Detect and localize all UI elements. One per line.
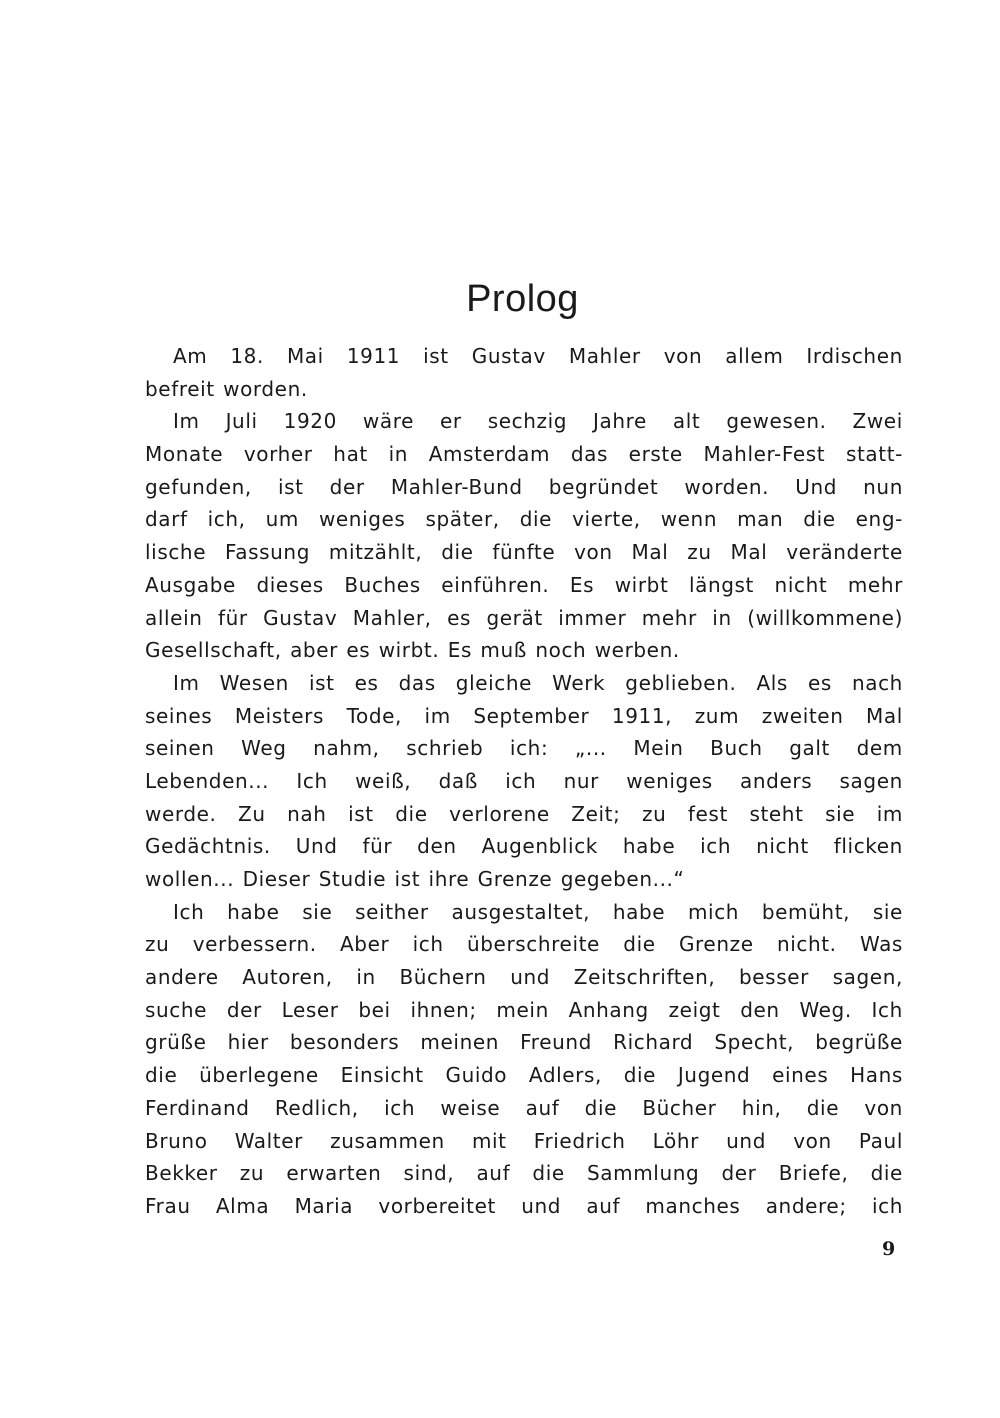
- word: Dieser: [242, 867, 311, 891]
- word: seinen: [145, 736, 215, 761]
- word: Paul: [858, 1128, 903, 1153]
- body-text: [145, 340, 903, 1223]
- word: Friedrich: [533, 1128, 626, 1153]
- word: Mai: [286, 344, 324, 368]
- word: darf: [145, 507, 188, 532]
- word: in: [712, 605, 732, 630]
- word: ist: [423, 344, 449, 368]
- text-line: [145, 569, 903, 602]
- word: 1911,: [611, 703, 673, 728]
- word: ich: [412, 932, 444, 957]
- word: habe: [622, 834, 676, 859]
- word: andere;: [765, 1193, 847, 1218]
- word: auf: [586, 1193, 621, 1218]
- word: seither: [355, 899, 429, 924]
- word: Als: [756, 670, 788, 695]
- word: zusammen: [330, 1128, 445, 1153]
- word: von: [663, 344, 703, 368]
- word: wäre: [362, 409, 415, 434]
- text-line: [145, 405, 903, 438]
- word: Frau: [145, 1193, 191, 1218]
- word: ich: [700, 834, 732, 859]
- word: besser: [738, 965, 809, 990]
- word: Löhr: [652, 1128, 699, 1153]
- word: Mahler,: [352, 605, 432, 630]
- word: Es: [569, 572, 595, 597]
- word: meinen: [420, 1030, 500, 1055]
- text-line: [145, 830, 903, 863]
- word: weniges: [626, 768, 713, 793]
- word: nach: [851, 670, 903, 695]
- word: Amsterdam: [428, 442, 551, 467]
- word: Buch: [710, 736, 763, 761]
- word: befreit: [145, 376, 215, 401]
- word: ihnen;: [410, 997, 477, 1022]
- word: sie: [825, 801, 856, 826]
- word: suche: [145, 997, 208, 1022]
- word: fünfte: [492, 540, 556, 565]
- page-title: Prolog: [466, 278, 579, 320]
- word: in: [356, 965, 376, 990]
- word: alt: [672, 409, 701, 434]
- word: Und: [795, 474, 838, 499]
- word: nicht.: [776, 932, 837, 957]
- word: Walter: [234, 1128, 303, 1153]
- word: es: [346, 638, 371, 663]
- word: Einsicht: [340, 1063, 424, 1088]
- word: Es: [447, 638, 472, 663]
- page-number: 9: [882, 1238, 896, 1260]
- text-line: [145, 765, 903, 798]
- word: galt: [789, 736, 830, 761]
- word: noch: [535, 638, 587, 663]
- word: den: [417, 834, 457, 859]
- word: Anhang: [568, 997, 649, 1022]
- word: nicht: [774, 572, 828, 597]
- word: bei: [358, 997, 391, 1022]
- word: hat: [333, 442, 368, 467]
- word: allein: [145, 605, 203, 630]
- word: Am: [173, 344, 208, 368]
- word: Ich: [173, 899, 205, 924]
- text-line: [145, 1026, 903, 1059]
- word: die: [803, 507, 836, 532]
- word: für: [217, 605, 248, 630]
- word: sind,: [403, 1161, 455, 1186]
- word: Mal: [730, 540, 768, 565]
- word: Zu: [238, 801, 266, 826]
- word: zu: [145, 932, 170, 957]
- word: im: [876, 801, 903, 826]
- word: Im: [173, 670, 200, 695]
- word: den: [740, 997, 780, 1022]
- word: vorher: [243, 442, 313, 467]
- word: und: [726, 1128, 767, 1153]
- word: ist: [277, 474, 304, 499]
- word: verbessern.: [192, 932, 317, 957]
- word: statt-: [845, 442, 903, 467]
- word: der: [721, 1161, 757, 1186]
- word: später,: [425, 507, 500, 532]
- word: gleiche: [455, 670, 533, 695]
- word: Ausgabe: [145, 572, 236, 597]
- word: eines: [772, 1063, 829, 1088]
- word: Aber: [340, 932, 390, 957]
- text-line: [145, 667, 903, 700]
- word: sie: [872, 899, 903, 924]
- word: aber: [290, 638, 338, 663]
- word: es: [354, 670, 379, 695]
- word: ich:: [509, 736, 549, 761]
- word: Lebenden...: [145, 768, 270, 793]
- word: Irdischen: [806, 344, 903, 368]
- word: im: [424, 703, 451, 728]
- word: ist: [394, 867, 421, 891]
- word: Briefe,: [778, 1161, 849, 1186]
- word: Freund: [520, 1030, 592, 1055]
- text-line: [145, 994, 903, 1027]
- word: habe: [612, 899, 666, 924]
- word: wirbt: [614, 572, 669, 597]
- text-line: [145, 732, 903, 765]
- word: Gustav: [263, 605, 338, 630]
- word: von: [574, 540, 613, 565]
- word: eng-: [855, 507, 903, 532]
- text-line: [145, 438, 903, 471]
- text-line: [145, 634, 903, 667]
- word: ihre: [428, 867, 470, 891]
- word: sagen,: [832, 965, 903, 990]
- word: nur: [563, 768, 599, 793]
- text-line: [145, 1092, 903, 1125]
- word: sechzig: [487, 409, 568, 434]
- word: Grenze: [477, 867, 553, 891]
- word: fest: [687, 801, 728, 826]
- word: bemüht,: [761, 899, 851, 924]
- word: weise: [440, 1095, 501, 1120]
- word: worden.: [223, 376, 308, 401]
- word: Hans: [850, 1063, 903, 1088]
- word: gefunden,: [145, 474, 252, 499]
- text-line: [145, 1190, 903, 1223]
- word: Buches: [344, 572, 421, 597]
- word: geblieben.: [625, 670, 737, 695]
- word: Büchern: [399, 965, 487, 990]
- word: nicht: [756, 834, 809, 859]
- word: der: [329, 474, 365, 499]
- word: Jahre: [593, 409, 647, 434]
- word: und: [521, 1193, 562, 1218]
- word: nahm,: [313, 736, 380, 761]
- word: die: [870, 1161, 903, 1186]
- word: 1911: [346, 344, 401, 368]
- word: Gedächtnis.: [145, 834, 271, 859]
- word: dem: [856, 736, 903, 761]
- word: die: [806, 1095, 840, 1120]
- word: Weg: [241, 736, 287, 761]
- word: es: [807, 670, 832, 695]
- word: begründet: [548, 474, 659, 499]
- word: 1920: [283, 409, 337, 434]
- word: Mal: [631, 540, 669, 565]
- text-line: [145, 536, 903, 569]
- word: längst: [688, 572, 754, 597]
- word: die: [519, 507, 553, 532]
- word: gewesen.: [726, 409, 827, 434]
- word: von: [793, 1128, 832, 1153]
- word: zweiten: [761, 703, 844, 728]
- word: ist: [348, 801, 374, 826]
- word: ich: [871, 1193, 903, 1218]
- word: Weg.: [799, 997, 852, 1022]
- word: mich: [687, 899, 740, 924]
- word: in: [388, 442, 408, 467]
- text-line: [145, 602, 903, 635]
- word: seines: [145, 703, 213, 728]
- word: Maria: [294, 1193, 354, 1218]
- word: immer: [558, 605, 627, 630]
- word: auf: [525, 1095, 560, 1120]
- word: der: [226, 997, 262, 1022]
- word: Bücher: [642, 1095, 717, 1120]
- word: die: [441, 540, 474, 565]
- word: Gustav: [471, 344, 546, 368]
- word: Mahler: [568, 344, 641, 368]
- word: Im: [173, 409, 200, 434]
- word: daß: [438, 768, 478, 793]
- word: mehr: [847, 572, 903, 597]
- word: zu: [687, 540, 712, 565]
- word: Jugend: [677, 1063, 751, 1088]
- word: ich: [505, 768, 537, 793]
- word: ich,: [207, 507, 246, 532]
- word: Und: [295, 834, 338, 859]
- word: wollen...: [145, 867, 235, 891]
- text-line: [145, 798, 903, 831]
- word: vierte,: [572, 507, 641, 532]
- word: muß: [480, 638, 527, 663]
- word: Leser: [281, 997, 339, 1022]
- word: Mahler-Bund: [390, 474, 523, 499]
- word: anders: [740, 768, 813, 793]
- word: hier: [227, 1030, 269, 1055]
- text-line: [145, 863, 903, 896]
- word: Grenze: [678, 932, 754, 957]
- word: begrüße: [815, 1030, 903, 1055]
- word: Monate: [145, 442, 224, 467]
- word: schrieb: [406, 736, 484, 761]
- word: ist: [308, 670, 335, 695]
- word: Autoren,: [242, 965, 333, 990]
- word: manches: [645, 1193, 741, 1218]
- text-line: [145, 503, 903, 536]
- text-line: [145, 471, 903, 504]
- word: weiß,: [355, 768, 412, 793]
- word: zu: [641, 801, 667, 826]
- word: erste: [628, 442, 683, 467]
- word: Richard: [613, 1030, 694, 1055]
- word: die: [532, 1161, 565, 1186]
- word: September: [473, 703, 590, 728]
- word: habe: [227, 899, 280, 924]
- word: weniges: [318, 507, 406, 532]
- text-line: [145, 340, 903, 373]
- word: Fassung: [224, 540, 310, 565]
- word: zeigt: [668, 997, 721, 1022]
- word: mehr: [641, 605, 697, 630]
- word: das: [398, 670, 436, 695]
- word: nah: [287, 801, 327, 826]
- word: „...: [574, 736, 607, 761]
- word: wirbt.: [378, 638, 440, 663]
- word: Adlers,: [528, 1063, 602, 1088]
- text-line: [145, 1059, 903, 1092]
- word: Augenblick: [481, 834, 598, 859]
- word: Tode,: [346, 703, 402, 728]
- word: für: [362, 834, 393, 859]
- word: mein: [496, 997, 549, 1022]
- word: überschreite: [466, 932, 600, 957]
- word: die: [395, 801, 428, 826]
- word: werben.: [594, 638, 680, 663]
- word: veränderte: [786, 540, 903, 565]
- word: Was: [859, 932, 903, 957]
- word: worden.: [684, 474, 770, 499]
- text-line: [145, 961, 903, 994]
- text-line: [145, 700, 903, 733]
- word: 18.: [230, 344, 264, 368]
- word: ausgestaltet,: [451, 899, 591, 924]
- word: besonders: [289, 1030, 400, 1055]
- word: gegeben...“: [560, 867, 685, 891]
- word: Ich: [871, 997, 903, 1022]
- text-line: [145, 896, 903, 929]
- word: werde.: [145, 801, 217, 826]
- word: und: [510, 965, 551, 990]
- word: andere: [145, 965, 219, 990]
- word: sie: [302, 899, 333, 924]
- word: allem: [725, 344, 784, 368]
- word: Studie: [318, 867, 387, 891]
- word: er: [439, 409, 462, 434]
- text-line: [145, 1157, 903, 1190]
- word: Wesen: [219, 670, 289, 695]
- word: Bruno: [145, 1128, 208, 1153]
- word: die: [623, 932, 656, 957]
- word: nun: [863, 474, 903, 499]
- word: vorbereitet: [378, 1193, 496, 1218]
- word: ich: [384, 1095, 416, 1120]
- word: Mein: [633, 736, 684, 761]
- word: verlorene: [449, 801, 550, 826]
- word: wenn: [660, 507, 718, 532]
- word: gerät: [486, 605, 543, 630]
- word: um: [265, 507, 299, 532]
- word: sagen: [839, 768, 903, 793]
- word: man: [737, 507, 784, 532]
- word: auf: [476, 1161, 511, 1186]
- word: Ferdinand: [145, 1095, 250, 1120]
- text-line: [145, 373, 903, 406]
- word: es: [447, 605, 471, 630]
- word: Zwei: [852, 409, 903, 434]
- word: steht: [749, 801, 804, 826]
- word: die: [584, 1095, 618, 1120]
- word: Zeitschriften,: [573, 965, 716, 990]
- word: überlegene: [199, 1063, 319, 1088]
- text-line: [145, 928, 903, 961]
- word: mit: [471, 1128, 507, 1153]
- word: Specht,: [714, 1030, 795, 1055]
- word: die: [623, 1063, 657, 1088]
- word: Alma: [215, 1193, 270, 1218]
- word: Sammlung: [586, 1161, 700, 1186]
- word: grüße: [145, 1030, 207, 1055]
- word: mitzählt,: [328, 540, 423, 565]
- word: Guido: [445, 1063, 508, 1088]
- word: erwarten: [286, 1161, 382, 1186]
- word: das: [570, 442, 608, 467]
- word: zum: [694, 703, 740, 728]
- word: die: [145, 1063, 178, 1088]
- word: Zeit;: [571, 801, 621, 826]
- word: lische: [145, 540, 207, 565]
- word: Gesellschaft,: [145, 638, 282, 663]
- word: Mal: [866, 703, 903, 728]
- word: Bekker: [145, 1161, 218, 1186]
- word: flicken: [833, 834, 903, 859]
- word: Meisters: [234, 703, 324, 728]
- word: Juli: [225, 409, 258, 434]
- word: dieses: [256, 572, 324, 597]
- word: zu: [239, 1161, 265, 1186]
- word: Werk: [552, 670, 606, 695]
- word: Redlich,: [274, 1095, 359, 1120]
- word: (willkommene): [747, 605, 903, 630]
- word: von: [864, 1095, 903, 1120]
- word: Ich: [296, 768, 328, 793]
- word: Mahler-Fest: [703, 442, 826, 467]
- text-line: [145, 1125, 903, 1158]
- word: hin,: [741, 1095, 782, 1120]
- word: einführen.: [441, 572, 550, 597]
